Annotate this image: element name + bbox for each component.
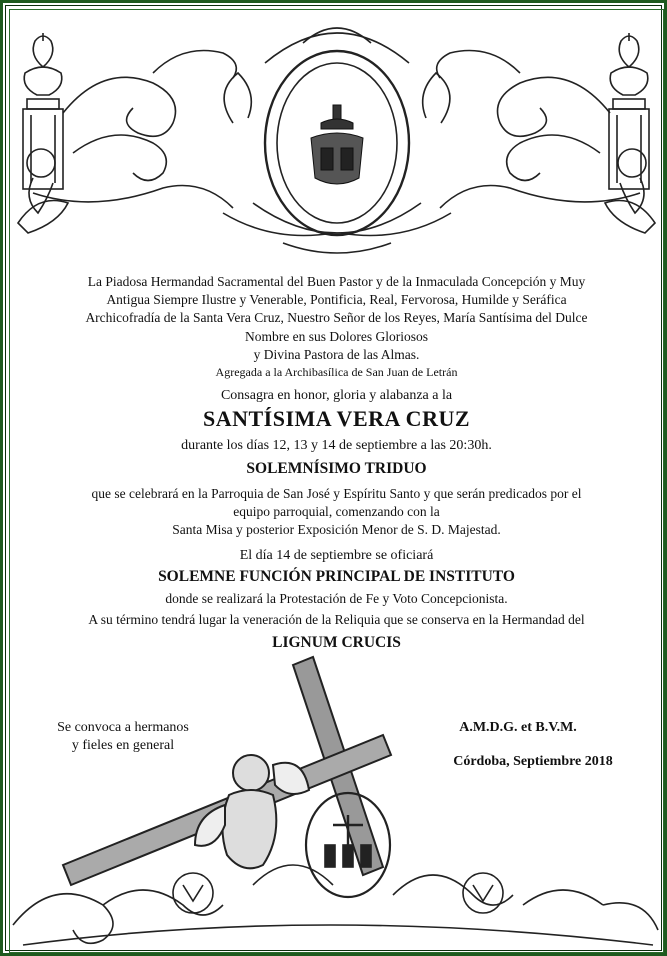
amdg-text: A.M.D.G. et B.V.M. <box>459 720 577 735</box>
intro-line-6: Agregada a la Archibasílica de San Juan de Letrán <box>215 365 458 380</box>
intro-line-4: Nombre en sus Dolores Gloriosos <box>245 328 428 344</box>
place-date-text: Córdoba, Septiembre 2018 <box>453 754 613 769</box>
convoca-line-1: Se convoca a hermanos <box>57 720 189 735</box>
veneracion-text: A su término tendrá lugar la veneración de la Reliquia que se conserva en la Hermandad del <box>88 612 585 627</box>
intro-line-3: Archicofradía de la Santa Vera Cruz, Nuestro Señor de los Reyes, María Santísima del Dulce <box>85 310 588 326</box>
convoca-block <box>43 719 203 755</box>
consagra-text: Consagra en honor, gloria y alabanza a la <box>220 388 453 403</box>
lignum-heading: LIGNUM CRUCIS <box>272 634 401 651</box>
protestacion-text: donde se realizará la Protestación de Fe y Voto Concepcionista. <box>165 591 508 606</box>
coat-of-arms-icon <box>311 105 363 184</box>
cross-with-angel-icon <box>3 655 667 955</box>
intro-block <box>27 273 646 380</box>
intro-line-1: La Piadosa Hermandad Sacramental del Buen Pastor y de la Inmaculada Concepción y Muy <box>87 274 586 289</box>
ornamental-header-icon <box>3 3 667 268</box>
triduo-line-1: que se celebrará en la Parroquia de San José y Espíritu Santo y que serán predicados por el <box>91 486 582 501</box>
triduo-line-2: equipo parroquial, comenzando con la <box>233 504 440 520</box>
intro-line-5: y Divina Pastora de las Almas. <box>253 346 420 362</box>
convoca-line-2: y fieles en general <box>71 738 175 754</box>
triduo-block <box>27 485 646 540</box>
dates-text: durante los días 12, 13 y 14 de septiembre a las 20:30h. <box>181 438 492 453</box>
main-title: SANTÍSIMA VERA CRUZ <box>202 406 471 431</box>
triduo-heading: SOLEMNÍSIMO TRIDUO <box>246 460 427 477</box>
funcion-heading: SOLEMNE FUNCIÓN PRINCIPAL DE INSTITUTO <box>158 568 515 585</box>
dia14-text: El día 14 de septiembre se oficiará <box>239 548 434 563</box>
triduo-line-3: Santa Misa y posterior Exposición Menor de S. D. Majestad. <box>172 522 501 538</box>
intro-line-2: Antigua Siempre Ilustre y Venerable, Pontificia, Real, Fervorosa, Humilde y Seráfica <box>106 292 567 308</box>
